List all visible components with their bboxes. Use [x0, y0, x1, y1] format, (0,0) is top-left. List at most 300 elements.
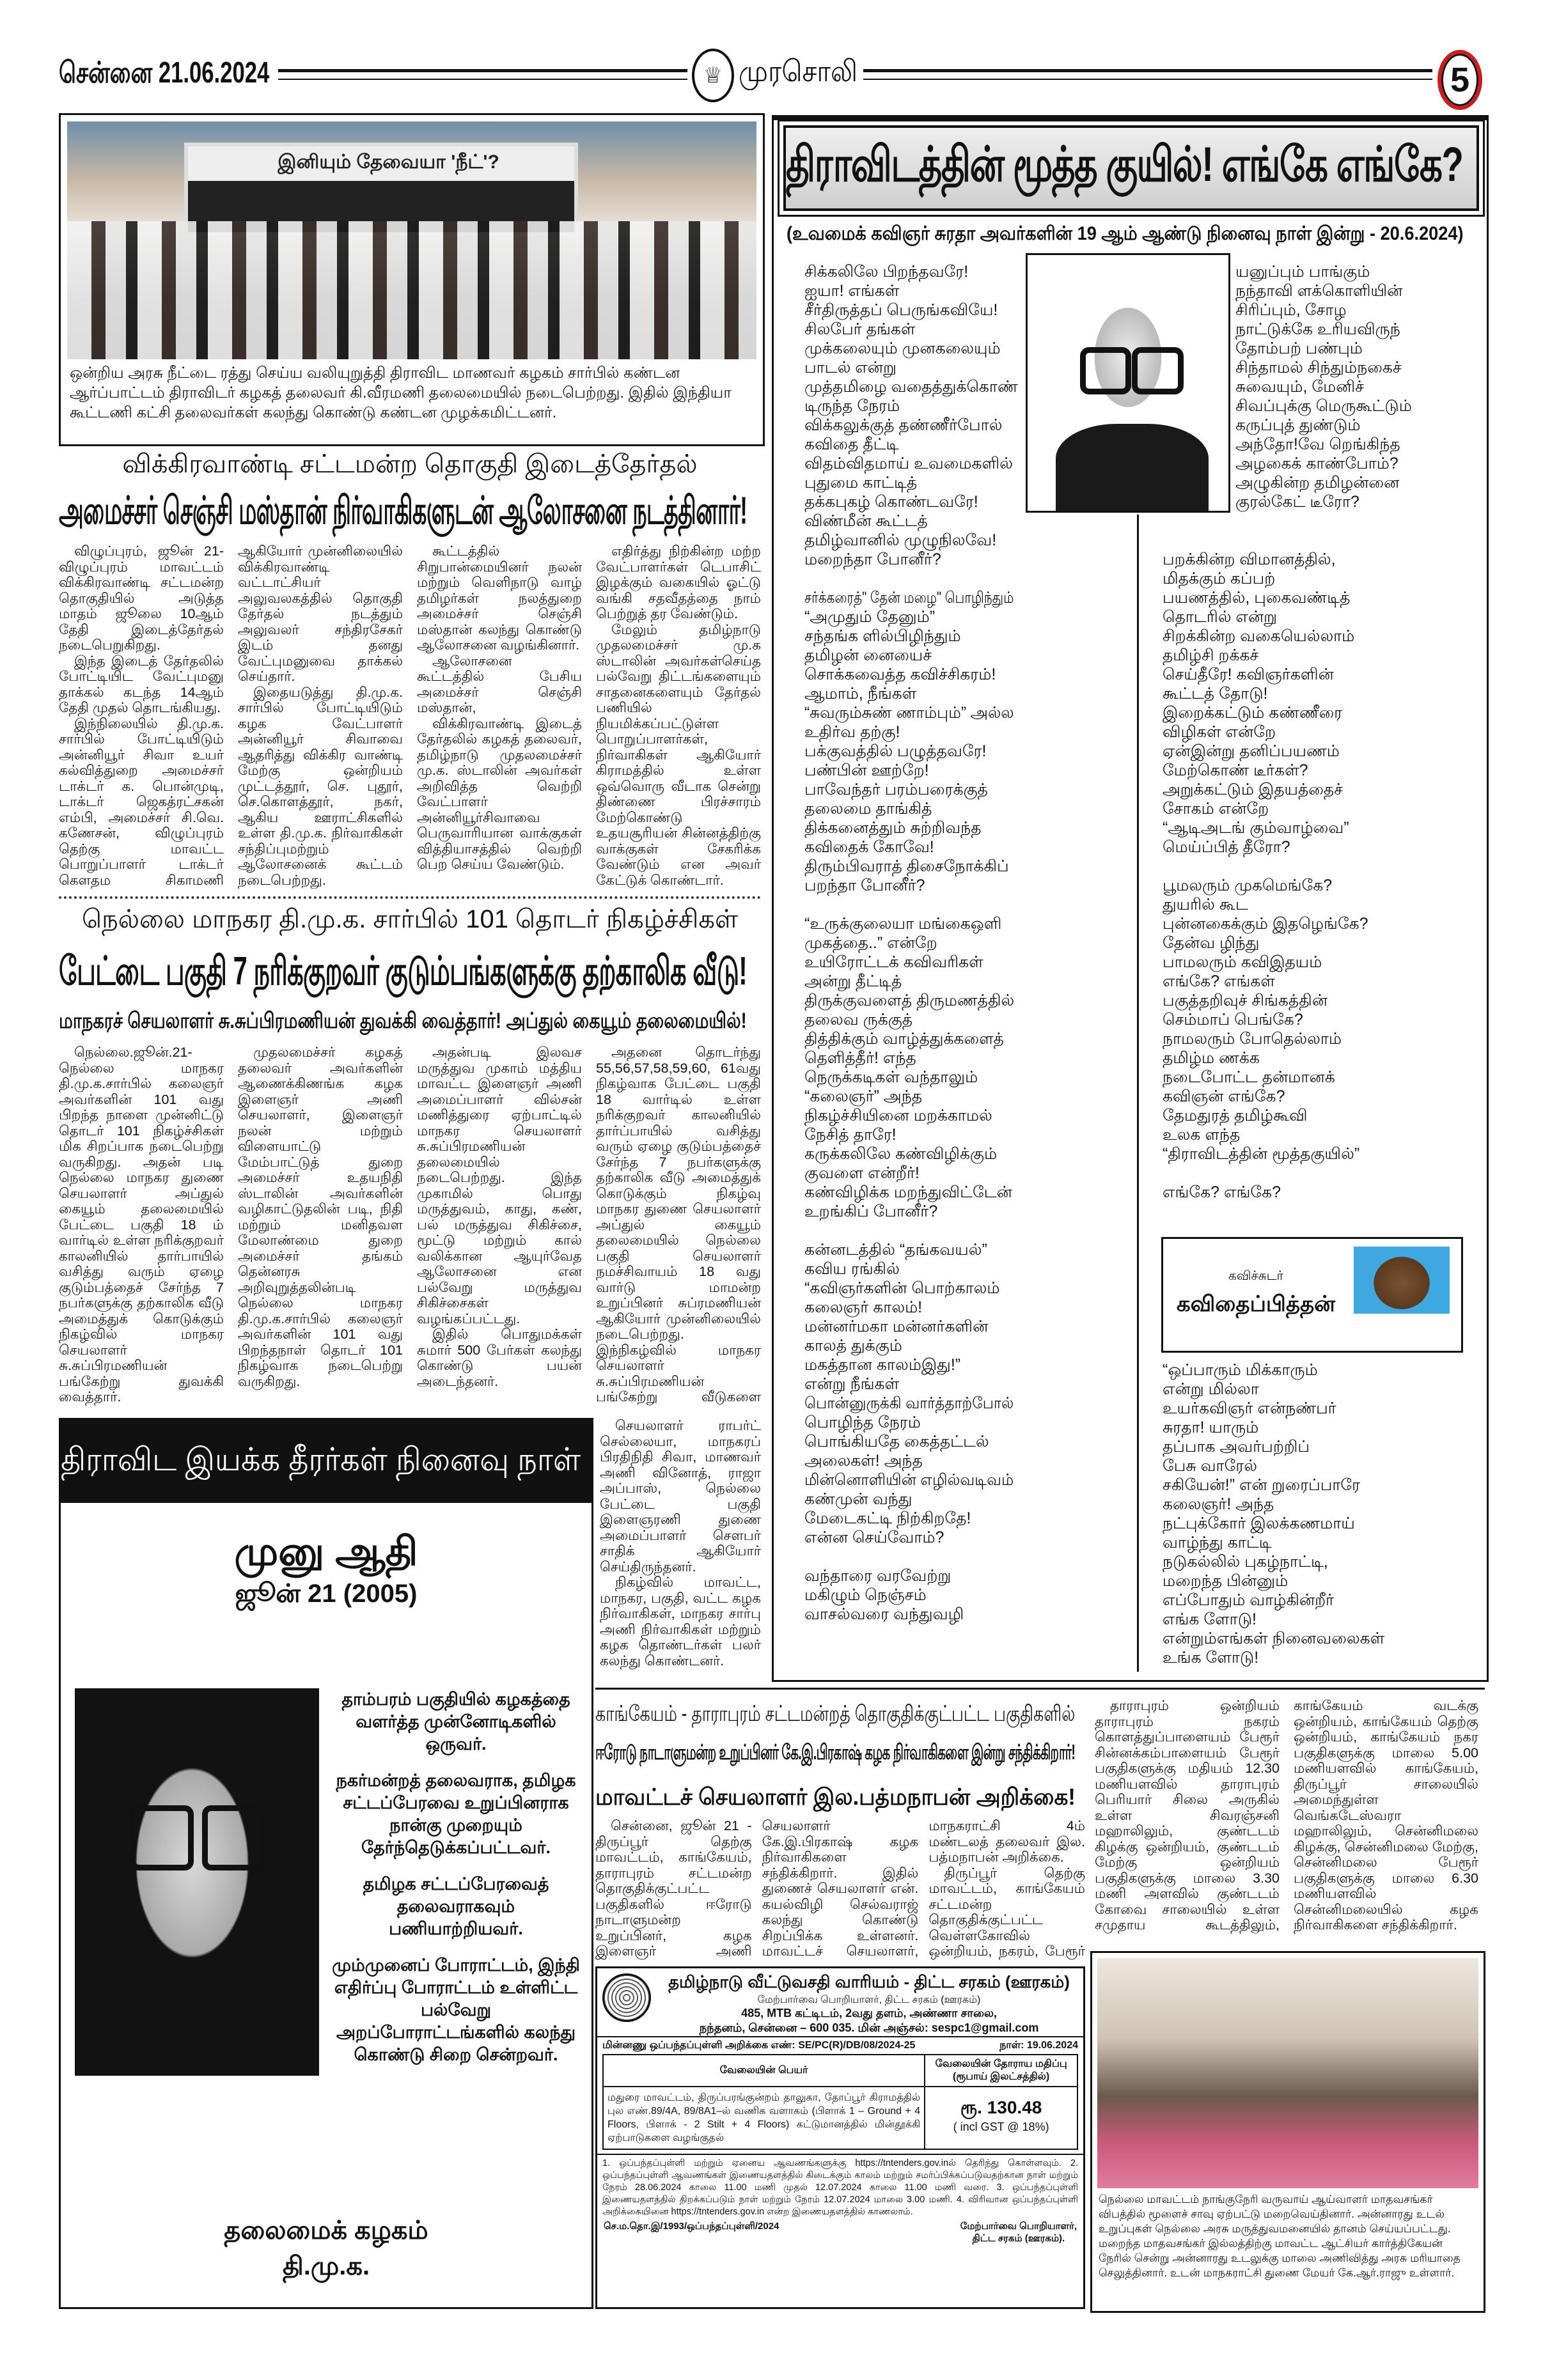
column-rule: [1137, 515, 1139, 1672]
memorial-footer: [61, 2213, 591, 2284]
poem-line-row: [1163, 933, 1469, 953]
poem-line: முத்தமிழை வதைத்துக்கொண்: [804, 378, 1018, 396]
poem-line: தக்கபுகழ் கொண்டவரே!: [804, 493, 978, 511]
vikravandi-kicker: விக்கிரவாண்டி சட்டமன்ற தொகுதி இடைத்தேர்தல்: [122, 450, 698, 478]
poem-line-row: [804, 339, 1018, 358]
memorial-banner-wrap: [61, 1420, 591, 1503]
poem-line: அழுகின்ற தமிழன்னை: [1235, 474, 1400, 492]
poem-line: விக்கலுக்குத் தண்ணீர்போல்: [804, 416, 1003, 434]
poem-line-row: [1235, 339, 1473, 358]
poem-line-row: [804, 933, 1018, 953]
poem-line-row: [804, 492, 1018, 511]
kangeyam-subheadline: மாவட்டச் செயலாளர் இல.பத்மநாபன் அறிக்கை!: [595, 1784, 1076, 1810]
poem-line: சிலபேர் தங்கள்: [804, 320, 916, 338]
ad-notice-number: மின்னணு ஒப்பந்தப்புள்ளி அறிக்கை எண்: SE/PC(R)/DB/08/2024-25: [602, 2040, 916, 2051]
poem-line: தலைமை தாங்கித்: [804, 800, 932, 818]
crowd-image: [67, 221, 756, 359]
poem-line-row: [1163, 1591, 1469, 1610]
poem-line: பொங்கியதே கைத்தட்டல்: [804, 1433, 989, 1451]
poem-line: அலைகள்! அந்த: [804, 1452, 923, 1470]
poem-line: அன்று தீட்டித்: [804, 972, 902, 990]
bottom-photo-box: [1090, 1951, 1485, 2313]
divider: [59, 896, 761, 899]
poem-line-row: [1163, 588, 1469, 607]
ad-address2-wrap: [655, 2021, 1083, 2036]
poem-line-row: [804, 818, 1018, 837]
poem-line-row: [1235, 358, 1473, 377]
poem-line: மகிழும் நெஞ்சம்: [804, 1586, 927, 1604]
poem-line-row: [804, 1279, 1018, 1298]
poem-subtitle-wrap: [787, 222, 1477, 245]
poem-line: வாழ்ந்து காட்டி: [1163, 1534, 1272, 1552]
author-box: [1161, 1237, 1463, 1353]
poem-left-column: [804, 262, 1018, 1624]
poem-line: தேன்வ ழிந்து: [1163, 934, 1260, 952]
poem-line: சுரதா! யாரும்: [1163, 1419, 1259, 1436]
poem-right-column: [1163, 550, 1469, 1202]
poem-line: விழிகள் என்றே: [1163, 723, 1276, 741]
poem-line-row: [804, 320, 1018, 339]
poem-line-row: [804, 1432, 1018, 1451]
poem-line: சீர்திருத்தப் பெருங்கவியே!: [804, 301, 998, 319]
poem-line: என்றும்எங்கள் நினைவலைகள்: [1163, 1629, 1385, 1647]
poem-line-row: [1163, 780, 1469, 799]
kangeyam-kicker: காங்கேயம் - தாராபுரம் சட்டமன்றத் தொகுதிக்குட்பட்ட பகுதிகளில்: [595, 1702, 1076, 1726]
kangeyam-body: [595, 1818, 1085, 1960]
nellai-kicker: நெல்லை மாநகர தி.மு.க. சார்பில் 101 தொடர் நிகழ்ச்சிகள்: [81, 905, 739, 933]
poem-line: தமிழ்வானில் முழுநிலவே!: [804, 531, 997, 549]
ad-col-header: வேலையின் தோராய மதிப்பு (ரூபாய் இலட்சத்தில்): [925, 2055, 1077, 2087]
poem-line-row: [1163, 1475, 1469, 1495]
ad-work-table: [602, 2054, 1078, 2150]
poem-line: பண்பின் ஊற்றே!: [804, 761, 929, 779]
nellai-body-continued: [600, 1418, 761, 1674]
newspaper-name-wrap: [739, 54, 860, 93]
poem-line: கண்விழிக்க மறந்துவிட்டேன்: [804, 1183, 1012, 1201]
section-rule: [595, 1688, 1485, 1690]
poem-line: மெய்ப்பித் தீரோ?: [1163, 838, 1290, 856]
memorial-fact: நகர்மன்றத் தலைவராக, தமிழக சட்டப்பேரவை உறுப்பினராக நான்கு முறையும் தேர்ந்தெடுக்கப்பட்டவர்.: [336, 1771, 576, 1857]
poem-line-row: [1163, 742, 1469, 761]
poem-line: நடைபோட்ட தன்மானக்: [1163, 1068, 1335, 1086]
poem-line-row: [804, 953, 1018, 972]
poem-line-row: [1235, 300, 1473, 320]
poem-line: என்று மில்லா: [1163, 1380, 1259, 1398]
poem-line: வந்தாரை வரவேற்று: [804, 1567, 952, 1585]
ad-address2: நந்தனம், சென்னை – 600 035. மின் அஞ்சல்: sespc1@gmail.com: [699, 2021, 1039, 2034]
memorial-portrait: [75, 1688, 319, 2076]
poem-line: பாடல் என்று: [804, 359, 897, 377]
vikravandi-headline-wrap: [59, 488, 761, 533]
poem-line-row: [1235, 281, 1473, 300]
poem-line: ஏன்இன்று தனிப்பயணம்: [1163, 742, 1340, 760]
poem-line: வாசல்வரை வந்துவழி: [804, 1605, 964, 1623]
poem-line-row: [804, 1106, 1018, 1125]
poem-line: தமிழ்சி றக்கச்: [1163, 646, 1259, 664]
poem-line-row: [1235, 320, 1473, 339]
poem-line-row: [804, 1068, 1018, 1087]
poem-line-row: [1163, 1456, 1469, 1475]
poem-line-row: [804, 1144, 1018, 1163]
poem-line: கருக்கலிலே கண்விழிக்கும்: [804, 1145, 998, 1163]
poem-line: தொடரில் என்று: [1163, 608, 1278, 626]
poem-line-row: [804, 1528, 1018, 1547]
poem-line-row: [1163, 684, 1469, 703]
poem-line: சர்க்கரைத்" தேன் மழை" பொழிந்தும்: [804, 589, 1014, 607]
memorial-fact: தாம்பரம் பகுதியில் கழகத்தை வளர்த்த முன்னோடிகளில் ஒருவர்.: [341, 1690, 570, 1754]
poem-line: நிகழ்ச்சியினை மறக்காமல்: [804, 1107, 992, 1124]
poem-line: கவிஞன் எங்கே?: [1163, 1087, 1285, 1105]
poem-line: எப்போதும் வாழ்கின்றீர்: [1163, 1591, 1335, 1609]
glasses-shape: [1132, 347, 1184, 394]
poem-line-row: [804, 876, 1018, 895]
ad-org-wrap: [655, 1972, 1083, 1994]
top-photo-box: [59, 113, 765, 446]
poem-line: பாவேந்தர் பரம்பரைக்குத்: [804, 781, 988, 798]
memorial-name: முனு ஆதி: [234, 1530, 418, 1574]
poem-line-row: [804, 416, 1018, 435]
poem-line-row: [804, 1087, 1018, 1106]
ad-signatory: திட்ட சரகம் (ஊரகம்).: [972, 2233, 1065, 2244]
poem-line: “ஒப்பாரும் மிக்காரும்: [1163, 1361, 1318, 1379]
poem-line-row: [804, 1413, 1018, 1432]
poem-line: நாமலரும் போதெல்லாம்: [1163, 1030, 1342, 1048]
paragraph: செயலாளர் ராபர்ட் செல்லையா, மாநகரப் பிரதிநிதி சிவா, மாணவர் அணி வினோத், ராஜா அப்பாஸ், நெல்லை பேட்டை பகுதி இளைஞரணி துணை அமைப்பாளர் சௌபர் சாதிக் ஆகியோர் செய்திருந்தனர்.: [600, 1418, 761, 1575]
memorial-date: ஜூன் 21 (2005): [235, 1580, 418, 1608]
poem-line-row: [1163, 1010, 1469, 1029]
poem-line: கவிதைக் கோவே!: [804, 838, 934, 856]
poem-line-row: [804, 780, 1018, 799]
glasses-shape: [130, 1805, 194, 1871]
poem-line: பக்குவத்தில் பழுத்தவரே!: [804, 742, 987, 760]
poem-line: சோகம் என்றே: [1163, 800, 1269, 818]
poem-line-row: [804, 396, 1018, 416]
poem-line-row: [1163, 1087, 1469, 1106]
poem-line: கூட்டத் தோடு!: [1163, 685, 1268, 703]
vikravandi-body: [59, 543, 761, 889]
poem-line-row: [804, 281, 1018, 300]
poem-title: திராவிடத்தின் மூத்த குயில்! எங்கே எங்கே?: [786, 137, 1463, 192]
poem-line-row: [804, 1221, 1018, 1240]
poem-line: திருக்குவளைத் திருமணத்தில்: [804, 992, 1015, 1009]
poem-line: புன்னகைக்கும் இதழெங்கே?: [1163, 915, 1368, 933]
poem-subtitle: (உவமைக் கவிஞர் சுரதா அவர்களின் 19 ஆம் ஆண்டு நினைவு நாள் இன்று - 20.6.2024): [787, 223, 1464, 244]
paragraph: மேலும் தமிழ்நாடு முதலமைச்சர் மு.க ஸ்டாலின் அவர்கள்செய்த பல்வேறு திட்டங்களையும் சாதனைகளையும் தேர்தல் பணியில் நியமிக்கப்பட்டுள்ள பொறுப்பாளர்கள், நிர்வாகிகள் ஆகியோர் கிராமத்தில் உள்ள ஒவ்வொரு வீடாக சென்று திண்ணை பிரச்சாரம் மேற்கொண்டு உதயசூரியன் சின்னத்திற்கு வாக்குகள் சேகரிக்க வேண்டும் என அவர் கேட்டுக் கொண்டார்.: [596, 621, 761, 888]
poem-line-row: [1163, 876, 1469, 895]
poem-line: நட்புக்கோர் இலக்கணமாய்: [1163, 1514, 1355, 1532]
poem-line-row: [804, 837, 1018, 857]
memorial-box: [59, 1418, 593, 2309]
poem-line: “அமுதும் தேனும்”: [804, 608, 936, 626]
poem-line-row: [804, 684, 1018, 703]
poem-title-wrap: [783, 125, 1479, 211]
poem-line: பாமலரும் கவிஇதயம்: [1163, 953, 1322, 971]
poem-line-row: [804, 1451, 1018, 1470]
poem-line-row: [1163, 1552, 1469, 1571]
poem-line-row: [804, 1355, 1018, 1374]
poem-line: தமிழன் னையைச்: [804, 646, 932, 664]
poem-line: சகியேன்!” என் றுரைப்பாரே: [1163, 1476, 1361, 1494]
ad-value: ரூ. 130.48: [960, 2097, 1042, 2117]
edition-date-wrap: [59, 55, 274, 94]
paragraph: இந்த இடைத் தேர்தலில் போட்டியிட வேட்புமனு தாக்கல் கடந்த 14ஆம் தேதி முதல் தொடங்கியது.: [59, 653, 224, 715]
ad-col-header: வேலையின் பெயர்: [604, 2055, 925, 2087]
poem-line-row: [804, 799, 1018, 818]
poem-line-row: [804, 1394, 1018, 1413]
poem-line: எங்க ளோடு!: [1163, 1610, 1257, 1628]
poem-line: திக்கனைத்தும் சுற்றிவந்த: [804, 819, 982, 837]
ad-value-note: ( incl GST @ 18%): [953, 2120, 1049, 2133]
poem-line: உயர்கவிஞர் என்நண்பர்: [1163, 1399, 1336, 1417]
poem-line-row: [1163, 1380, 1469, 1399]
poem-line-row: [804, 435, 1018, 454]
kangeyam-kicker-wrap: [595, 1700, 1085, 1727]
poem-line: ஆமாம், நீங்கள்: [804, 685, 917, 703]
nellai-body: [59, 1045, 761, 1408]
poem-line-row: [804, 1048, 1018, 1068]
poem-line-row: [1163, 1629, 1469, 1648]
poem-line-row: [804, 1183, 1018, 1202]
poem-line-row: [804, 1202, 1018, 1221]
poem-line-row: [804, 703, 1018, 722]
poem-line: விண்மீன் கூட்டத்: [804, 512, 928, 530]
header-rule: [278, 69, 687, 80]
poem-line: உதிர்வ தற்கு!: [804, 723, 900, 741]
paragraph: சென்னை, ஜூன் 21 - திருப்பூர் தெற்கு மாவட்டம், காங்கேயம், தாராபுரம் சட்டமன்ற தொகுதிக்குட்பட்ட பகுதிகளில் ஈரோடு நாடாளுமன்ற உறுப்பினர், கழக இளைஞர் அணி செயலாளர் கே.இ.பிரகாஷ் கழக நிர்வாகிகளை சந்திக்கிறார். இதில் துணைச் செயலாளர் என். கயல்விழி செல்வராஜ் கலந்து கொண்டு சிறப்பிக்க உள்ளனர். மாவட்டச் செயலாளர், மாநகராட்சி 4ம் மண்டலத் தலைவர் இல. பத்மநாபன் அறிக்கை.: [595, 1818, 1085, 1959]
newspaper-name: முரசொலி: [739, 54, 858, 88]
poem-line-row: [1163, 626, 1469, 646]
poem-line: குவளை என்றீர்!: [804, 1164, 920, 1182]
tender-advertisement: [595, 1966, 1085, 2309]
poem-line-row: [804, 550, 1018, 569]
poem-line-row: [1235, 492, 1473, 511]
poem-line-row: [1163, 1144, 1469, 1163]
paragraph: இதையடுத்து தி.மு.க. சார்பில் போட்டியிடும் கழக வேட்பாளர் அன்னியூர் சிவாவை ஆதரித்து விக்கிர வாண்டி மேற்கு ஒன்றியம் முட்டத்தூர், செ. புதூர், செ.கொளத்தூர், நகர், ஆகிய ஊராட்சிகளில் உள்ள தி.மு.க. நிர்வாகிகள் சந்திப்புமற்றும் ஆலோசனைக் கூட்டம் நடைபெற்றது.: [238, 684, 403, 888]
poem-line-row: [1163, 953, 1469, 972]
paragraph: நிகழ்வில் மாவட்ட, மாநகர, பகுதி, வட்ட கழக நிர்வாகிகள், மாநகர சார்பு அணி நிர்வாகிகள் மற்றும் கழக தொண்டர்கள் பலர் கலந்து கொண்டனர்.: [600, 1575, 761, 1668]
poem-line-row: [1163, 607, 1469, 626]
poem-line-row: [1163, 1048, 1469, 1068]
paragraph: தாராபுரம் ஒன்றியம் தாராபுரம் நகரம் கொளத்துப்பாளையம் பேரூர் சின்னக்கம்பாளையம் பேரூர் பகுதிகளுக்கு மதியம் 12.30 மணியளவில் தாராபுரம் பெரியார் சிலை அருகில் உள்ள சிவரஞ்சனி மஹாலிலும், குண்டடம் கிழக்கு ஒன்றியம், குண்டடம் மேற்கு ஒன்றியம் பகுதிகளுக்கு மாலை 3.30 மணி அளவில் குண்டடம் கோவை சாலையில் உள்ள சமுதாய கூடத்திலும், காங்கேயம் வடக்கு ஒன்றியம், காங்கேயம் தெற்கு ஒன்றியம், காங்கேயம் நகர பகுதிகளுக்கு மாலை 5.00 மணியளவில் காங்கேயம், திருப்பூர் சாலையில் அமைந்துள்ள வெங்கடேஸ்வரா மஹாலிலும், சென்னிமலை கிழக்கு, சென்னிமலை மேற்கு, சென்னிமலை பேரூர் பகுதிகளுக்கு மாலை 6.30 மணியளவில் சென்னிமலையில் கழக நிர்வாகிகளை சந்திக்கிறார்.: [1095, 1698, 1478, 1933]
paragraph: விழுப்புரம், ஜூன் 21- விழுப்புரம் மாவட்டம் விக்கிரவாண்டி சட்டமன்ற தொகுதியில் அடுத்த மாதம் ஜூலை 10ஆம் தேதி இடைத்தேர்தல் நடைபெறுகிறது.: [59, 543, 224, 653]
poem-line: கலைஞர் காலம்!: [804, 1298, 923, 1316]
poem-line: என்று நீங்கள்: [804, 1375, 900, 1393]
poem-line: உலக ளந்த: [1163, 1126, 1241, 1144]
poem-line-row: [804, 262, 1018, 281]
poem-line: சொக்கவைத்த கவிச்சிகரம்!: [804, 665, 996, 683]
poem-right-top-column: [1235, 262, 1473, 511]
poem-line-row: [1235, 473, 1473, 492]
memorial-fact: மும்முனைப் போராட்டம், இந்தி எதிர்ப்பு போராட்டம் உள்ளிட்ட பல்வேறு அறப்போராட்டங்களில் கலந்து கொண்டு சிறை சென்றவர்.: [332, 1956, 580, 2064]
poem-line-row: [1163, 1068, 1469, 1087]
poem-line-row: [1163, 646, 1469, 665]
glasses-shape: [202, 1805, 267, 1871]
nellai-headline-wrap: [59, 949, 761, 994]
poem-line-row: [804, 531, 1018, 550]
poem-line: பொழிந்த நேரம்: [804, 1413, 921, 1431]
poem-line: அறுக்கட்டும் இதயத்தைச்: [1163, 781, 1343, 798]
poem-line-row: [1163, 665, 1469, 684]
poem-line-row: [1235, 377, 1473, 396]
memorial-banner: திராவிட இயக்க தீரர்கள் நினைவு நாள்: [61, 1441, 581, 1477]
poem-line-row: [1163, 1514, 1469, 1533]
poem-line: உங்க ளோடு!: [1163, 1649, 1259, 1667]
poem-line: அந்தோ!வே றெங்கிந்த: [1235, 435, 1400, 453]
poem-line-row: [1163, 972, 1469, 991]
poem-line-row: [804, 1317, 1018, 1336]
poem-line: தப்பாக அவர்பற்றிப்: [1163, 1438, 1310, 1456]
poem-line-row: [804, 473, 1018, 492]
tnhb-seal-icon: [602, 1973, 651, 2022]
poem-line-row: [1163, 1125, 1469, 1144]
poem-line: நந்தாவி ளக்கொளியின்: [1235, 282, 1403, 300]
paragraph: நெல்லை.ஜூன்.21- நெல்லை மாநகர தி.மு.க.சார்பில் கலைஞர் அவர்களின் 101 வது பிறந்த நாளை முன்னிட்டு தொடர் 101 நிகழ்ச்சிகள் மிக சிறப்பாக நடைபெற்று வருகிறது. அதன் படி நெல்லை மாநகர துணை செயலாளர் அப்துல் கையூம் தலைமையில் பேட்டை பகுதி 18 ம் வார்டில் உள்ள நரிக்குறவர் காலனியில் தார்பாயில் வசித்து வரும் ஏழை குடும்பத்தைச் சேர்ந்த 7 நபர்களுக்கு தற்காலிக வீடு அமைத்துக் கொடுக்கும் நிகழ்வில் மாநகர செயலாளர் சு.சுப்பிரமணியன் பங்கேற்று துவக்கி வைத்தார்.: [59, 1045, 224, 1404]
poem-line: மின்னொளியின் எழில்வடிவம்: [804, 1471, 1014, 1489]
poem-line: தலைவ ருக்குத்: [804, 1011, 913, 1029]
poem-line-row: [804, 1374, 1018, 1394]
poem-line-row: [1163, 818, 1469, 837]
poem-line-row: [1163, 1029, 1469, 1048]
poem-line-row: [804, 857, 1018, 876]
poem-line-row: [1163, 991, 1469, 1010]
poem-line: உயிரோட்டக் கவிவரிகள்: [804, 953, 983, 971]
poem-line-row: [804, 1585, 1018, 1605]
page-number: 5: [1437, 50, 1482, 110]
poem-line: செய்தீரே! கவிஞர்களின்: [1163, 665, 1334, 683]
poem-line: பூமலரும் முகமெங்கே?: [1163, 876, 1333, 894]
poem-line-row: [804, 991, 1018, 1010]
poem-line-row: [804, 1566, 1018, 1585]
kangeyam-body-side: [1095, 1698, 1478, 1945]
paragraph: திருப்பூர் தெற்கு மாவட்டம், காங்கேயம் சட்டமன்ற தொகுதிக்குட்பட்ட வெள்ளகோவில் ஒன்றியம், நகரம், பேரூர்: [928, 1865, 1085, 1959]
poem-line: தித்திக்கும் வாழ்த்துக்களைத்: [804, 1030, 1004, 1048]
poem-line-row: [804, 761, 1018, 780]
poem-line: சிந்தாமல் சிந்தும்நகைச்: [1235, 359, 1402, 377]
ad-signatory: மேற்பார்வை பொறியாளர்,: [960, 2221, 1077, 2232]
poem-line: ஐயா! எங்கள்: [804, 282, 900, 300]
poem-line-row: [1163, 1533, 1469, 1552]
poem-line-row: [804, 1298, 1018, 1317]
ad-office: மேற்பார்வை பொறியாளர், திட்ட சரகம் (ஊரகம்): [757, 1995, 981, 2005]
poem-line-row: [1235, 454, 1473, 473]
poem-line: பேசு வாரேல்: [1163, 1457, 1258, 1475]
poem-line: கவிதை தீட்டி: [804, 435, 899, 453]
murasoli-drum-logo-icon: ♕: [692, 49, 734, 102]
nellai-subheadline-wrap: [59, 1009, 761, 1034]
poem-line-row: [1163, 569, 1469, 588]
ad-org: தமிழ்நாடு வீட்டுவசதி வாரியம் - திட்ட சரகம் (ஊரகம்): [668, 1972, 1070, 1991]
poem-line-row: [804, 895, 1018, 914]
poem-line-row: [804, 300, 1018, 320]
poem-line: முகத்தை..” என்றே: [804, 934, 937, 952]
poem-line: பொன்னுருக்கி வார்த்தாற்போல்: [804, 1394, 1014, 1412]
poem-line-row: [1163, 1610, 1469, 1629]
poem-line-row: [804, 722, 1018, 742]
poem-line-row: [804, 1029, 1018, 1048]
poem-line-row: [1163, 703, 1469, 722]
poem-line: நடுகல்லில் புகழ்நாட்டி,: [1163, 1553, 1328, 1571]
poem-line-row: [1163, 1495, 1469, 1514]
poem-line: கன்னடத்தில் “தங்கவயல்”: [804, 1241, 987, 1259]
poem-line-row: [804, 742, 1018, 761]
poem-line-row: [1163, 1437, 1469, 1456]
author-name: கவிதைப்பித்தன்: [1176, 1292, 1336, 1316]
poem-line-row: [804, 1240, 1018, 1259]
poem-line: டிருந்த நேரம்: [804, 397, 900, 415]
poem-line: மகத்தான காலம்இது!”: [804, 1356, 961, 1374]
poem-line: சிக்கலிலே பிறந்தவரே!: [804, 263, 969, 281]
poem-line: விதம்விதமாய் உவமைகளில்: [804, 455, 1013, 472]
poem-line-row: [1235, 435, 1473, 454]
poem-line: சந்தங்க ளில்பிழிந்தும்: [804, 627, 961, 645]
author-photo: [1354, 1247, 1450, 1342]
ad-notes: 1. ஒப்பந்தப்புள்ளி மற்றும் ஏனைய ஆவணங்களுக்கு https://tntenders.gov.inல் தெரிந்து கொள்ளவும். 2. ஒப்பந்தப்புள்ளி ஆவணங்கள் இணையதளத்தில் கிடைக்கும் காலம் மற்றும் சமர்ப்பிக்கப்படுவதற்கான நாள் மற்றும் நேரம் 28.06.2024 காலை 11.00 மணி முதல் 12.07.2024 காலை 11.00 மணி வரை. 3. ஒப்பந்தப்புள்ளி இணையதளத்தில் திறக்கப்படும் நாள் மற்றும் நேரம் 12.07.2024 மாலை 3.00 மணி. 4. விரிவான ஒப்பந்தப்புள்ளி அறிக்கையினை https://tntenders.gov.in என்ற இணையதளத்தில் காணலாம்.: [597, 2154, 1083, 2221]
poem-line: மிதக்கும் கப்பற்: [1163, 570, 1276, 587]
poem-line-row: [804, 588, 1018, 607]
poem-line: கருப்புத் துண்டும்: [1235, 416, 1361, 434]
poem-line: பகுத்தறிவுச் சிங்கத்தின்: [1163, 992, 1328, 1009]
issuer-line: தலைமைக் கழகம்: [224, 2216, 428, 2244]
ad-address1: 485, MTB கட்டிடம், 2வது தளம், அண்ணா சாலை,: [741, 2007, 997, 2019]
poem-line: சுவையும், மேனிச்: [1235, 378, 1364, 396]
poem-line: மறைந்தா போனீர்?: [804, 550, 941, 568]
ad-work-description: மதுரை மாவட்டம், திருப்பரங்குன்றம் தாலுகா, தோப்பூர் கிராமத்தில் புல எண்.89/4A, 89/8A1–ல் வணிக வளாகம் (பிளாக் 1 – Ground + 4 Floors, பிளாக் - 2 Stilt + 4 Floors) கட்டுமானத்தில் மின்தூக்கி ஏற்பாடுகளை வழங்குதல்: [604, 2087, 925, 2149]
poem-line-row: [1163, 1571, 1469, 1591]
vikravandi-kicker-wrap: [59, 450, 761, 482]
poem-line: “ஆடிஅடங் கும்வாழ்வை”: [1163, 819, 1349, 837]
poem-line: பறக்கின்ற விமானத்தில்,: [1163, 550, 1336, 568]
poem-line-row: [804, 1547, 1018, 1566]
paragraph: அதன்படி இலவச மருத்துவ முகாம் மத்திய மாவட்ட இளைஞர் அணி அமைப்பாளர் வில்சன் மணித்துரை ஏற்பாட்டில் மாநகர செயலாளர் சு.சுப்பிரமணியன் தலைமையில் நடைபெற்றது. இந்த முகாமில் பொது மருத்துவம், காது, கண், பல் மருத்துவ சிகிச்சை, மூட்டு மற்றும் கால் வலிக்கான ஆயுர்வேத ஆலோசனை என பல்வேறு மருத்துவ சிகிச்சைகள் வழங்கப்பட்டது.: [417, 1045, 582, 1326]
poem-final-column: [1163, 1360, 1469, 1667]
memorial-fact: தமிழக சட்டப்பேரவைத் தலைவராகவும் பணியாற்றியவர்.: [363, 1874, 549, 1938]
edition-date: சென்னை 21.06.2024: [59, 56, 270, 89]
poem-line: “கவிஞர்களின் பொற்காலம்: [804, 1279, 1000, 1297]
poem-line-row: [1163, 857, 1469, 876]
poem-line: தேமதுரத் தமிழ்கூவி: [1163, 1107, 1308, 1124]
poem-line: “கலைஞர்” அந்த: [804, 1087, 923, 1105]
poem-line: தமிழ்ம ணக்க: [1163, 1049, 1260, 1067]
poem-line-row: [1163, 1648, 1469, 1667]
vikravandi-headline: அமைச்சர் செஞ்சி மஸ்தான் நிர்வாகிகளுடன் ஆலோசனை நடத்தினார்!: [59, 489, 748, 532]
poem-line-row: [804, 626, 1018, 646]
poem-line-row: [1163, 895, 1469, 914]
poem-line-row: [804, 1489, 1018, 1509]
paragraph: கூட்டத்தில் சிறுபான்மையினர் நலன் மற்றும் வெளிநாடு வாழ் தமிழர்கள் நலத்துறை அமைச்சர் செஞ்சி மஸ்தான் கலந்து கொண்டு ஆலோசனை வழங்கினார்.: [417, 543, 582, 653]
poem-line: தெளித்தீர்! எந்த: [804, 1049, 916, 1067]
poem-line-row: [1163, 722, 1469, 742]
poem-line-row: [804, 1163, 1018, 1183]
paragraph: இதில் பொதுமக்கள் சுமார் 500 பேர்கள் கலந்து கொண்டு பயன் அடைந்தனர்.: [417, 1326, 582, 1389]
poem-line-row: [804, 454, 1018, 473]
poem-line-row: [1163, 550, 1469, 569]
poem-line: மேற்கொண் டீர்கள்?: [1163, 761, 1308, 779]
poem-line-row: [1163, 1163, 1469, 1183]
protest-photo: [67, 121, 756, 359]
party-name: தி.மு.க.: [282, 2252, 370, 2280]
poem-line-row: [1163, 914, 1469, 933]
nellai-subheadline: மாநகரச் செயலாளர் சு.சுப்பிரமணியன் துவக்கி வைத்தார்! அப்துல் கையூம் தலைமையில்!: [59, 1009, 747, 1033]
paragraph: அதனை தொடர்ந்து 55,56,57,58,59,60, 61வது நிகழ்வாக பேட்டை பகுதி 18 வார்டில் உள்ள நரிக்குறவர் காலனியில் தார்ப்பாயில் வசித்து வரும் ஏழை குடும்பத்தைச் சேர்ந்த 7 நபர்களுக்கு தற்காலிக வீடு அமைத்துக் கொடுக்கும் நிகழ்வு மாநகர துணை செயலாளர் அப்துல் கையூம் தலைமையில் நெல்லை பகுதி செயலாளர் நமச்சிவாயம் 18 வது வார்டு மாமன்ற உறுப்பினர் சுப்ரமணியன் ஆகியோர் முன்னிலையில் நடைபெற்றது. இந்நிகழ்வில் மாநகர செயலாளர் சு.சுப்பிரமணியன் பங்கேற்று வீடுகளை: [596, 1045, 761, 1404]
poem-line: சிரிப்பும், சோழ: [1235, 301, 1347, 319]
kangeyam-headline: ஈரோடு நாடாளுமன்ற உறுப்பினர் கே.இ.பிரகாஷ் கழக நிர்வாகிகளை இன்று சந்திக்கிறார்!: [595, 1740, 1076, 1764]
ad-notice-date: நாள்: 19.06.2024: [999, 2040, 1078, 2051]
glasses-shape: [1080, 347, 1132, 394]
poem-line: மேடைகட்டி நிற்கிறதே!: [804, 1509, 971, 1527]
kangeyam-headline-wrap: [595, 1740, 1085, 1764]
poem-line: எங்கே? எங்கே?: [1163, 1183, 1281, 1201]
poem-line: காலத் துக்கும்: [804, 1337, 902, 1355]
